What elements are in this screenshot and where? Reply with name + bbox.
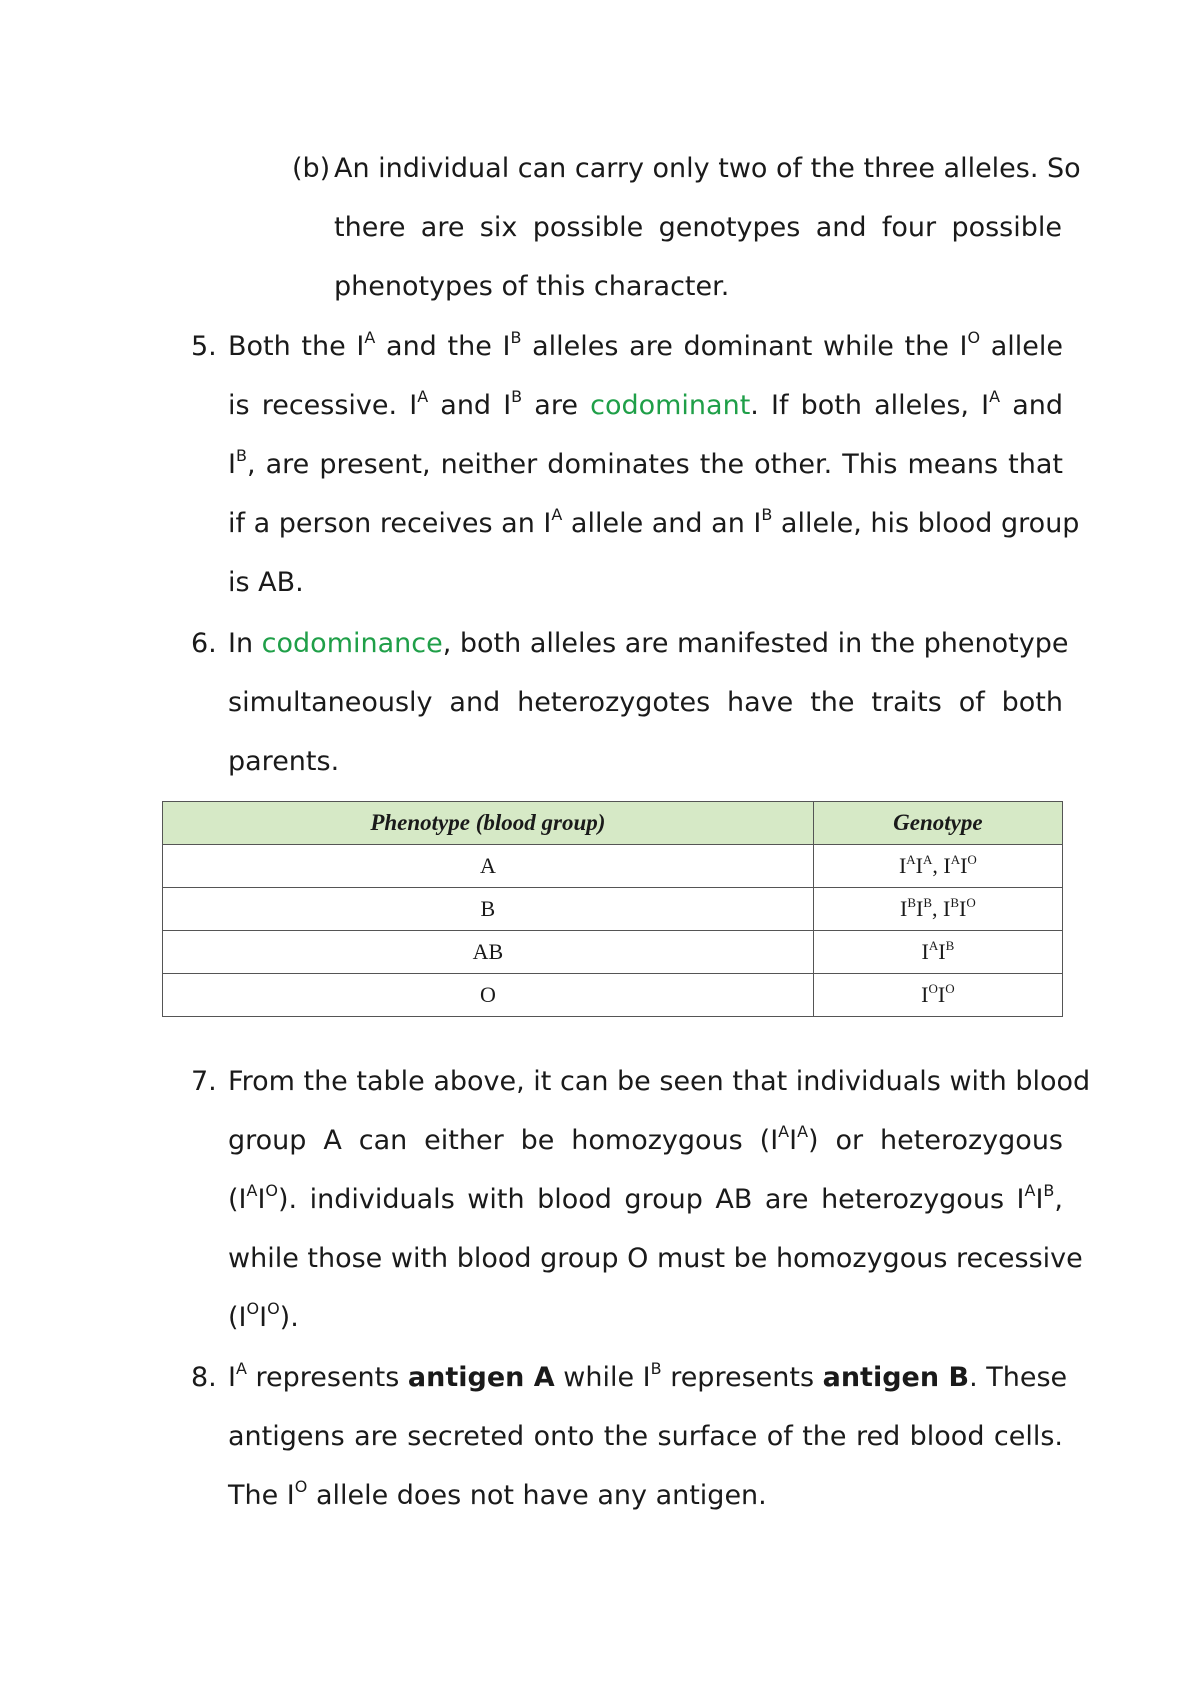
item-6-line-2: simultaneously and heterozygotes have the traits of both [228, 687, 1063, 718]
item-8-line-2: antigens are secreted onto the surface of the red blood cells. [228, 1421, 1063, 1452]
genotype-cell: $I^OI^O$ [813, 974, 1062, 1017]
item-7-line-1: From the table above, it can be seen that individuals with blood [228, 1066, 1091, 1097]
item-5 [191, 317, 1080, 612]
item-5-number: 5. [191, 331, 217, 362]
antigen-b-term: antigen B [822, 1362, 970, 1393]
item-8-line-3: The $I^O$ allele does not have any antigen. [228, 1477, 767, 1511]
phenotype-cell: AB [163, 931, 814, 974]
item-6-line-3: parents. [228, 746, 340, 777]
genotype-cell: $I^BI^B$, $I^BI^O$ [813, 888, 1062, 931]
item-7-line-3: $(I^AI^O)$. individuals with blood group AB are heterozygous $I^AI^B$, [228, 1181, 1063, 1215]
item-b-line-3: phenotypes of this character. [334, 271, 730, 302]
item-8 [191, 1348, 1068, 1525]
item-5-line-2: is recessive. $I^A$ and $I^B$ are codominant. If both alleles, $I^A$ and [228, 387, 1063, 421]
item-8-number: 8. [191, 1362, 217, 1393]
antigen-a-term: antigen A [407, 1362, 555, 1393]
item-b-line-2: there are six possible genotypes and four possible [334, 212, 1062, 243]
item-5-line-5: is AB. [228, 567, 304, 598]
item-8-line-1: $I^A$ represents antigen A while $I^B$ represents antigen B. These [228, 1359, 1068, 1393]
item-b-marker: (b) [292, 153, 331, 184]
item-7-line-5: $(I^OI^O)$. [228, 1299, 299, 1333]
item-5-line-3: $I^B$, are present, neither dominates the other. This means that [228, 446, 1063, 480]
blood-group-table [162, 801, 1063, 1017]
codominance-term: codominance [261, 628, 443, 659]
item-6-line-1: In codominance, both alleles are manifested in the phenotype [228, 628, 1069, 659]
genotype-cell: $I^AI^B$ [813, 931, 1062, 974]
phenotype-cell: O [163, 974, 814, 1017]
item-b-line-1: An individual can carry only two of the three alleles. So [334, 153, 1081, 184]
item-7-line-2: group A can either be homozygous $(I^AI^A)$ or heterozygous [228, 1122, 1063, 1156]
item-6-number: 6. [191, 628, 217, 659]
item-5-line-4: if a person receives an $I^A$ allele and an $I^B$ allele, his blood group [228, 505, 1080, 539]
phenotype-header: Phenotype (blood group) [163, 802, 814, 845]
table-header-row [163, 802, 1063, 845]
genotype-cell: $I^AI^A$, $I^AI^O$ [813, 845, 1062, 888]
item-7 [191, 1052, 1091, 1347]
table-row [163, 888, 1063, 931]
table-row [163, 974, 1063, 1017]
phenotype-cell: A [163, 845, 814, 888]
item-b [292, 139, 1081, 316]
table-row [163, 931, 1063, 974]
item-5-line-1: Both the $I^A$ and the $I^B$ alleles are dominant while the $I^O$ allele [228, 328, 1064, 362]
codominant-term: codominant [590, 390, 751, 421]
item-7-number: 7. [191, 1066, 217, 1097]
item-6 [191, 614, 1069, 791]
genotype-header: Genotype [813, 802, 1062, 845]
phenotype-cell: B [163, 888, 814, 931]
item-7-line-4: while those with blood group O must be homozygous recessive [228, 1243, 1083, 1274]
table-row [163, 845, 1063, 888]
